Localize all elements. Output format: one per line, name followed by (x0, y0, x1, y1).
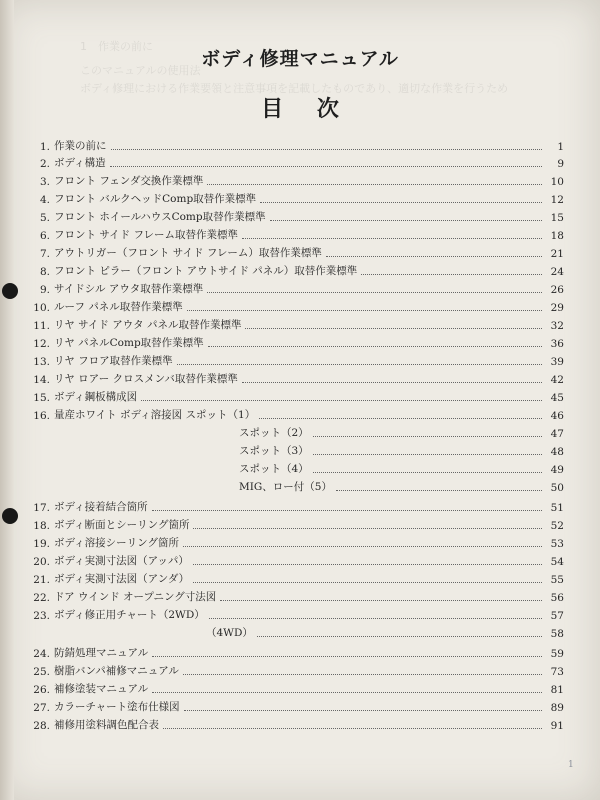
toc-entry (17, 716, 564, 732)
toc-entry (17, 208, 564, 224)
toc-entry-number: 28. (33, 720, 50, 732)
toc-entry (17, 644, 564, 660)
toc-entry (17, 552, 564, 568)
dot-leader (183, 545, 542, 547)
toc-entry (17, 316, 564, 332)
toc-entry-label: ボディ断面とシーリング箇所 (54, 519, 190, 531)
toc-entry-label: アウトリガー（フロント サイド フレーム）取替作業標準 (54, 247, 322, 259)
toc-heading: 目 次 (261, 97, 339, 122)
dot-leader (163, 727, 542, 729)
dot-leader (184, 709, 542, 711)
toc-entry-page-number: 47 (550, 428, 564, 440)
toc-entry-label: ボディ構造 (54, 157, 106, 169)
dot-leader (208, 345, 542, 347)
toc-entry-number: 3. (39, 176, 50, 188)
dot-leader (220, 599, 542, 601)
toc-entry-label: ボディ溶接シーリング箇所 (54, 537, 179, 549)
toc-entry-label: リヤ フロア取替作業標準 (54, 355, 173, 367)
toc-entry (17, 280, 564, 296)
toc-entry (17, 244, 564, 260)
toc-entry-page-number: 46 (550, 410, 564, 422)
toc-entry (17, 298, 564, 314)
dot-leader (111, 148, 543, 150)
toc-entry-number: 6. (39, 230, 50, 242)
dot-leader (183, 673, 542, 675)
dot-leader (207, 183, 542, 185)
toc-entry (17, 172, 564, 188)
toc-entry-label: スポット（4） (239, 463, 309, 475)
toc-entry-number: 17. (33, 502, 50, 514)
corner-mark: 1 (568, 760, 574, 770)
toc-entry (202, 424, 564, 440)
dot-leader (336, 489, 542, 491)
toc-entry-page-number: 1 (557, 141, 564, 153)
dot-leader (141, 399, 542, 401)
toc-entry-page-number: 48 (550, 446, 564, 458)
toc-entry-number: 18. (33, 520, 50, 532)
toc-entry-page-number: 10 (550, 176, 564, 188)
dot-leader (260, 201, 542, 203)
toc-entry-label: 量産ホワイト ボディ溶接図 スポット（1） (54, 409, 256, 421)
toc-entry-page-number: 91 (550, 720, 564, 732)
toc-entry-label: ボディ修正用チャート（2WD） (54, 609, 205, 621)
dot-leader (177, 363, 542, 365)
document-title: ボディ修理マニュアル (201, 48, 399, 70)
dot-leader (313, 471, 542, 473)
toc-entry-page-number: 45 (550, 392, 564, 404)
toc-entry-page-number: 32 (550, 320, 564, 332)
toc-entry-number: 8. (39, 266, 50, 278)
toc-entry-label: 樹脂バンパ補修マニュアル (54, 665, 179, 677)
toc-entry (17, 516, 564, 532)
toc-entry (17, 137, 564, 153)
toc-entry-label: リヤ パネルComp取替作業標準 (54, 337, 204, 349)
toc-entry-page-number: 52 (550, 520, 564, 532)
toc-entry-page-number: 21 (550, 248, 564, 260)
toc-entry-number: 14. (33, 374, 50, 386)
dot-leader (209, 617, 542, 619)
toc-entry (17, 662, 564, 678)
dot-leader (313, 435, 542, 437)
toc-entry-page-number: 55 (550, 574, 564, 586)
toc-entry-page-number: 81 (550, 684, 564, 696)
toc-entry-page-number: 24 (550, 266, 564, 278)
toc-entry-label: リヤ ロアー クロスメンバ取替作業標準 (54, 373, 238, 385)
toc-entry-number: 26. (33, 684, 50, 696)
toc-entry-number: 11. (33, 320, 50, 332)
toc-entry-page-number: 59 (550, 648, 564, 660)
dot-leader (245, 327, 542, 329)
toc-entry-number: 22. (33, 592, 50, 604)
toc-entry-number: 5. (39, 212, 50, 224)
toc-entry-number: 12. (33, 338, 50, 350)
toc-entry-page-number: 73 (550, 666, 564, 678)
toc-entry-page-number: 49 (550, 464, 564, 476)
toc-entry-label: ボディ実測寸法図（アンダ） (54, 573, 190, 585)
toc-entry (17, 226, 564, 242)
dot-leader (207, 291, 542, 293)
dot-leader (193, 527, 542, 529)
toc-entry-label: 補修塗装マニュアル (54, 683, 149, 695)
toc-entry-number: 21. (33, 574, 50, 586)
bleed-through-text: このマニュアルの使用法 (80, 64, 542, 77)
toc-entry-page-number: 51 (550, 502, 564, 514)
toc-entry-label: （4WD） (206, 627, 253, 639)
toc-entry (169, 624, 564, 640)
toc-entry-number: 4. (39, 194, 50, 206)
toc-entry-label: リヤ サイド アウタ パネル取替作業標準 (54, 319, 242, 331)
toc-entry-number: 24. (33, 648, 50, 660)
toc-entry-number: 2. (39, 158, 50, 170)
toc-entry-label: ボディ鋼板構成図 (54, 391, 138, 403)
dot-leader (193, 563, 542, 565)
toc-entry-label: フロント ホイールハウスComp取替作業標準 (54, 211, 266, 223)
dot-leader (259, 417, 542, 419)
toc-entry-page-number: 12 (550, 194, 564, 206)
dot-leader (361, 273, 542, 275)
toc-entry (17, 334, 564, 350)
toc-entry-page-number: 53 (550, 538, 564, 550)
dot-leader (313, 453, 542, 455)
dot-leader (326, 255, 542, 257)
toc-entry-label: フロント ピラー（フロント アウトサイド パネル）取替作業標準 (54, 265, 358, 277)
toc-entry-label: フロント サイド フレーム取替作業標準 (54, 229, 239, 241)
toc-entry-label: ドア ウインド オープニング寸法図 (54, 591, 217, 603)
toc-entry-number: 7. (39, 248, 50, 260)
dot-leader (257, 635, 542, 637)
bleed-through-text: 1 作業の前に (80, 40, 153, 53)
toc-entry (202, 478, 564, 494)
toc-entry-page-number: 57 (550, 610, 564, 622)
toc-entry-number: 23. (33, 610, 50, 622)
toc-entry-page-number: 50 (550, 482, 564, 494)
toc-entry-number: 1. (39, 141, 50, 153)
toc-entry-page-number: 58 (550, 628, 564, 640)
toc-entry-label: 防錆処理マニュアル (54, 647, 149, 659)
toc-entry-number: 10. (33, 302, 50, 314)
toc-entry-page-number: 29 (550, 302, 564, 314)
toc-entry-label: フロント フェンダ交換作業標準 (54, 175, 204, 187)
toc-entry-page-number: 26 (550, 284, 564, 296)
dot-leader (270, 219, 542, 221)
toc-entry-number: 27. (33, 702, 50, 714)
toc-entry-page-number: 15 (550, 212, 564, 224)
toc-entry-page-number: 42 (550, 374, 564, 386)
dot-leader (152, 655, 542, 657)
toc-entry-number: 15. (33, 392, 50, 404)
toc-entry (17, 406, 564, 422)
toc-entry-page-number: 56 (550, 592, 564, 604)
toc-entry-page-number: 9 (557, 158, 564, 170)
bleed-through-text: ボディ修理における作業要領と注意事項を記載したものであり、適切な作業を行うため (80, 82, 509, 95)
toc-entry-label: スポット（2） (239, 427, 309, 439)
toc-entry-number: 19. (33, 538, 50, 550)
dot-leader (152, 691, 542, 693)
toc-entry-label: MIG、ロー付（5） (239, 481, 332, 493)
toc-entry (17, 498, 564, 514)
toc-entry-label: スポット（3） (239, 445, 309, 457)
dot-leader (187, 309, 542, 311)
toc-entry (202, 442, 564, 458)
dot-leader (242, 381, 542, 383)
toc-entry-number: 16. (33, 410, 50, 422)
toc-entry (17, 190, 564, 206)
toc-entry-number: 9. (39, 284, 50, 296)
toc-entry-label: カラーチャート塗布仕様図 (54, 701, 180, 713)
toc-entry-label: 補修用塗料調色配合表 (54, 719, 159, 731)
toc-entry (17, 370, 564, 386)
toc-entry-page-number: 36 (550, 338, 564, 350)
toc-entry-number: 13. (33, 356, 50, 368)
toc-entry (17, 534, 564, 550)
toc-entry-label: ボディ実測寸法図（アッパ） (54, 555, 189, 567)
toc-entry (17, 698, 564, 714)
dot-leader (110, 165, 542, 167)
dot-leader (242, 237, 542, 239)
toc-entry-label: ルーフ パネル取替作業標準 (54, 301, 183, 313)
toc-entry (17, 388, 564, 404)
toc-entry-label: サイドシル アウタ取替作業標準 (54, 283, 204, 295)
toc-entry-label: ボディ接着結合箇所 (54, 501, 148, 513)
toc-entry (17, 680, 564, 696)
toc-entry-number: 20. (33, 556, 50, 568)
toc-entry (17, 606, 564, 622)
punch-hole (2, 508, 18, 524)
dot-leader (152, 509, 542, 511)
punch-hole (2, 283, 18, 299)
toc-entry-label: フロント バルクヘッドComp取替作業標準 (54, 193, 257, 205)
toc-entry (17, 262, 564, 278)
toc-entry (17, 588, 564, 604)
toc-entry-page-number: 39 (550, 356, 564, 368)
toc-entry-page-number: 18 (550, 230, 564, 242)
toc-entry-label: 作業の前に (54, 140, 107, 152)
toc-entry (17, 570, 564, 586)
toc-entry-page-number: 89 (550, 702, 564, 714)
toc-entry (17, 154, 564, 170)
toc-entry-number: 25. (33, 666, 50, 678)
toc-entry-page-number: 54 (550, 556, 564, 568)
toc-entry (202, 460, 564, 476)
dot-leader (193, 581, 542, 583)
toc-entry (17, 352, 564, 368)
